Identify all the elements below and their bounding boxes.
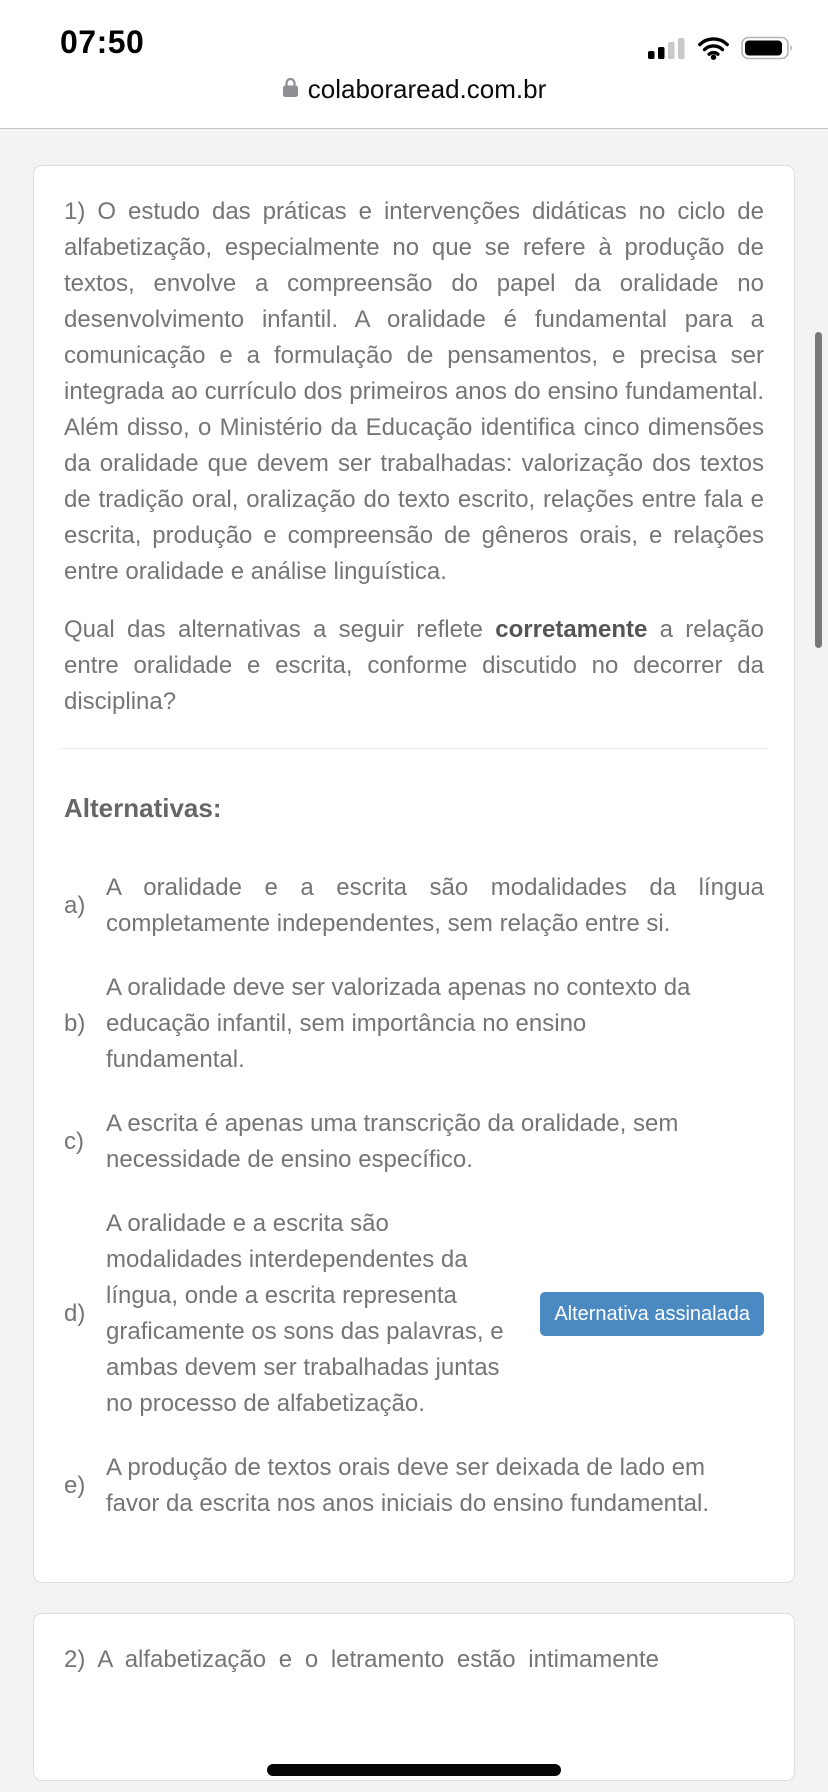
page-content [0, 129, 828, 1781]
home-indicator[interactable] [267, 1764, 561, 1776]
alternative-letter: d) [64, 1300, 86, 1327]
scrollbar-thumb[interactable] [815, 332, 822, 648]
alternative-letter: e) [64, 1472, 86, 1499]
url-bar[interactable] [0, 74, 828, 105]
question-card [33, 165, 795, 1583]
browser-chrome [0, 0, 828, 129]
alternative-row-b[interactable] [64, 970, 764, 1078]
cellular-signal-icon [648, 36, 686, 65]
next-question-number: 2) [64, 1646, 86, 1673]
alternative-text: A escrita é apenas uma transcrição da oralidade, sem necessidade de ensino específico. [106, 1110, 679, 1173]
next-question-paragraph [64, 1642, 764, 1678]
prompt-text-end: a relação entre oralidade e escrita, conforme discutido no decorrer da disciplina? [64, 616, 765, 715]
next-question-card [33, 1613, 795, 1781]
question-paragraph [64, 194, 764, 590]
battery-icon [741, 36, 795, 65]
alternative-letter: c) [64, 1128, 84, 1155]
question-number: 1) [64, 198, 86, 225]
url-label: colaboraread.com.br [307, 74, 547, 104]
wifi-icon [697, 36, 730, 65]
prompt-text: Qual das alternativas a seguir reflete [64, 616, 496, 643]
status-icons [648, 36, 795, 65]
alternative-letter: a) [64, 892, 86, 919]
alternative-text: A oralidade e a escrita são modalidades interdependentes da língua, onde a escrita representa graficamente os sons das palavras, e ambas devem ser trabalhadas juntas no processo de alfabetização. [106, 1210, 504, 1417]
question-prompt [64, 612, 764, 720]
alternative-letter: b) [64, 1010, 86, 1037]
alternative-row-a[interactable] [64, 870, 764, 942]
next-question-text: A alfabetização e o letramento estão intimamente [97, 1646, 659, 1673]
prompt-bold: corretamente [495, 616, 648, 643]
divider [60, 748, 768, 749]
alternative-row-d[interactable] [64, 1206, 764, 1422]
alternatives-heading: Alternativas: [64, 793, 222, 823]
alternative-text: A oralidade e a escrita são modalidades da língua completamente independentes, sem relação entre si. [106, 874, 764, 937]
lock-icon [282, 77, 299, 103]
alternative-row-c[interactable] [64, 1106, 764, 1178]
selected-answer-badge: Alternativa assinalada [540, 1292, 764, 1336]
question-body-text: O estudo das práticas e intervenções didáticas no ciclo de alfabetização, especialmente no que se refere à produção de textos, envolve a compreensão do papel da oralidade no desenvolvimento infantil. A oralidade é fundamental para a comunicação e a formulação de pensamentos, e precisa ser integrada ao currículo dos primeiros anos do ensino fundamental. Além disso, o Ministério da Educação identifica cinco dimensões da oralidade que devem ser trabalhadas: valorização dos textos de tradição oral, oralização do texto escrito, relações entre fala e escrita, produção e compreensão de gêneros orais, e relações entre oralidade e análise linguística. [64, 198, 764, 585]
alternative-row-e[interactable] [64, 1450, 764, 1522]
alternative-text: A produção de textos orais deve ser deixada de lado em favor da escrita nos anos iniciais do ensino fundamental. [106, 1454, 710, 1517]
status-time: 07:50 [60, 24, 145, 60]
alternative-text: A oralidade deve ser valorizada apenas no contexto da educação infantil, sem importância no ensino fundamental. [106, 974, 691, 1073]
